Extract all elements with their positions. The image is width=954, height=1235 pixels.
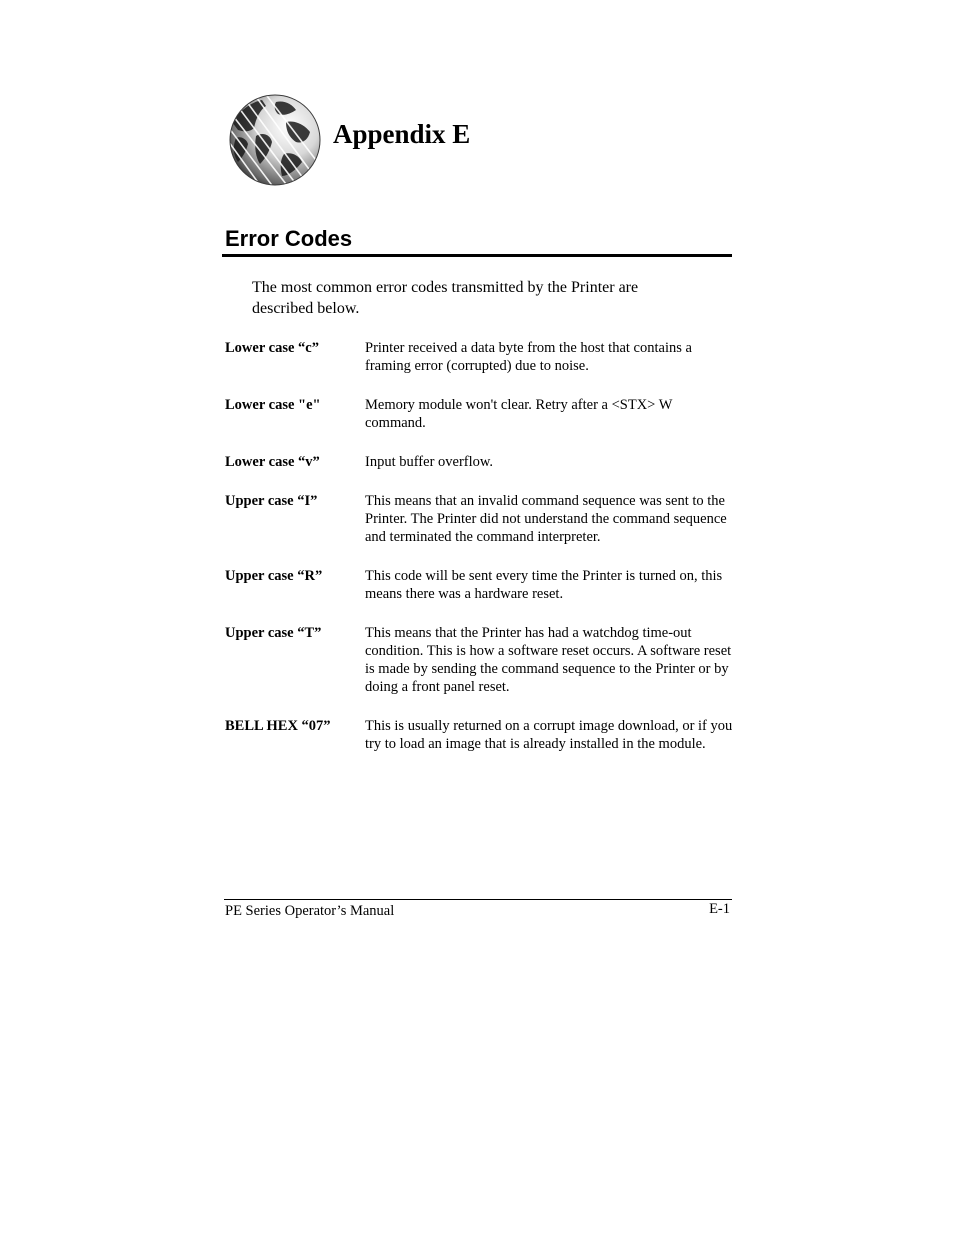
error-code-item bbox=[225, 492, 735, 546]
error-code-description: Printer received a data byte from the host that contains a framing error (corrupted) due to noise. bbox=[365, 340, 692, 374]
error-code-item bbox=[225, 624, 735, 696]
error-code-description: Input buffer overflow. bbox=[365, 454, 494, 470]
error-code-description: This is usually returned on a corrupt image download, or if you try to load an image that is already installed in the module. bbox=[365, 718, 733, 752]
section-divider bbox=[222, 254, 732, 257]
error-code-term: Upper case “R” bbox=[225, 568, 323, 584]
error-code-term: Upper case “I” bbox=[225, 493, 318, 509]
error-code-description: This means that an invalid command sequence was sent to the Printer. The Printer did not understand the command sequence and terminated the command interpreter. bbox=[365, 493, 727, 545]
globe-logo-icon bbox=[226, 92, 322, 188]
error-code-description: This code will be sent every time the Printer is turned on, this means there was a hardware reset. bbox=[365, 568, 723, 602]
error-code-term: Lower case “v” bbox=[225, 454, 320, 470]
error-code-term: Lower case "e" bbox=[225, 397, 321, 413]
error-code-item bbox=[225, 717, 735, 753]
error-code-term: Upper case “T” bbox=[225, 625, 322, 641]
intro-paragraph: The most common error codes transmitted by the Printer are described below. bbox=[252, 279, 639, 317]
error-code-term: BELL HEX “07” bbox=[225, 718, 331, 734]
error-code-item bbox=[225, 339, 735, 375]
error-code-term: Lower case “c” bbox=[225, 340, 319, 356]
footer-manual-title: PE Series Operator’s Manual bbox=[225, 903, 395, 919]
error-code-description: This means that the Printer has had a watchdog time-out condition. This is how a software reset occurs. A software reset is made by sending the command sequence to the Printer or by doing a front panel reset. bbox=[365, 625, 732, 695]
error-code-description: Memory module won't clear. Retry after a <STX> W command. bbox=[365, 397, 673, 431]
page-title: Appendix E bbox=[333, 119, 471, 149]
error-code-item bbox=[225, 567, 735, 603]
section-title: Error Codes bbox=[225, 226, 353, 251]
page-number: E-1 bbox=[709, 901, 730, 917]
footer-divider bbox=[224, 899, 732, 900]
error-code-item bbox=[225, 453, 735, 471]
error-code-list bbox=[225, 339, 735, 774]
error-code-item bbox=[225, 396, 735, 432]
